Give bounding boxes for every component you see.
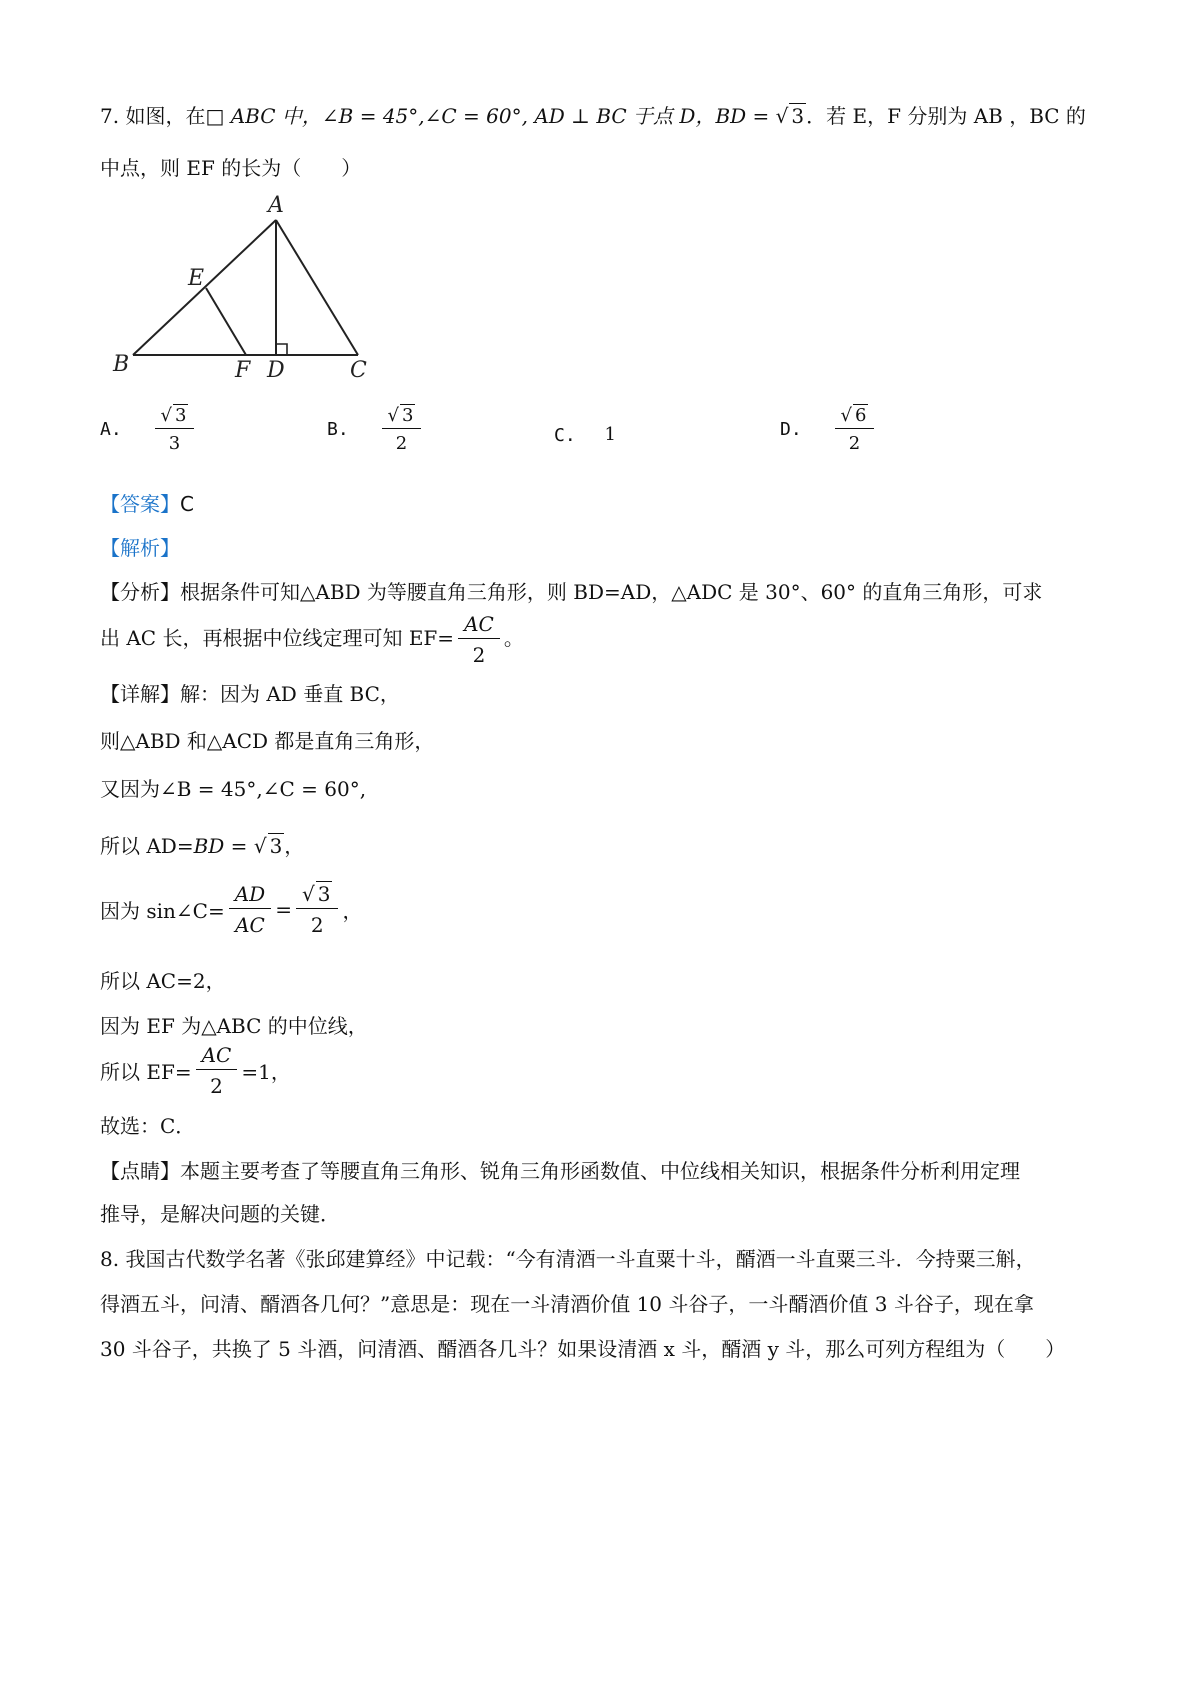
dianjing-line1 [100, 1155, 1020, 1184]
fraction-denominator: 2 [395, 433, 408, 454]
detail-line9: 故选：C． [100, 1114, 196, 1138]
detail-text: BD = [193, 834, 254, 858]
detail-text: 所以 EF= [100, 1060, 192, 1084]
sqrt-radicand: 3 [269, 834, 283, 858]
fraction-numerator: AC [458, 612, 500, 639]
label-b: B [113, 352, 130, 377]
detail-line1 [100, 678, 400, 707]
fraction [296, 882, 338, 937]
fenxi-line1 [100, 576, 1042, 605]
sqrt-expression: √ 3 [253, 834, 283, 858]
detail-text: 解：因为 AD 垂直 BC， [180, 682, 400, 706]
triangle-figure [113, 193, 398, 390]
detail-text: ， [342, 899, 363, 923]
detail-line6: 所以 AC=2， [100, 969, 226, 993]
label-c: C [350, 358, 367, 383]
fraction [835, 405, 875, 454]
option-b [327, 405, 425, 454]
detail-line5 [100, 882, 362, 937]
option-value: 1 [604, 424, 616, 445]
q7-stem-line1 [100, 100, 1086, 129]
sqrt-radicand: 3 [791, 104, 805, 128]
detail-text: =1， [241, 1060, 291, 1084]
segment-ef [206, 288, 246, 355]
answer-value: C [180, 492, 194, 516]
label-f: F [235, 358, 251, 383]
q7-stem-bd: BD = [715, 104, 776, 128]
fraction-denominator: 3 [168, 433, 181, 454]
fraction [155, 405, 195, 454]
option-a [100, 405, 198, 454]
detail-line4 [100, 830, 304, 859]
fenxi-text: 出 AC 长，再根据中位线定理可知 EF= [100, 626, 455, 650]
option-c [554, 424, 616, 446]
label-a: A [268, 193, 284, 218]
equals-sign: = [275, 897, 292, 922]
option-label: C. [554, 424, 576, 446]
label-d: D [267, 358, 285, 383]
q8-line3: 30 斗谷子，共换了 5 斗酒，问清酒、醑酒各几斗？如果设清酒 x 斗，醑酒 y 斗，那么可列方程组为（ ） [100, 1337, 1066, 1361]
sqrt-radicand: 6 [855, 405, 867, 426]
fraction-denominator: 2 [472, 643, 486, 667]
option-label: D. [780, 419, 802, 440]
fraction [196, 1043, 238, 1098]
option-d [780, 405, 878, 454]
q7-stem-text-a: 7. 如图，在 [100, 104, 206, 128]
detail-text: ， [284, 834, 305, 858]
fraction-denominator: 2 [210, 1074, 223, 1098]
fraction [458, 612, 500, 667]
segment-ac [276, 220, 358, 355]
answer-line [100, 488, 194, 517]
fraction-numerator: √ 6 [835, 405, 875, 429]
detail-line2: 则△ABD 和△ACD 都是直角三角形， [100, 729, 435, 753]
fraction [382, 405, 422, 454]
fraction-numerator: √ 3 [382, 405, 422, 429]
fraction-numerator: AC [196, 1043, 238, 1070]
missing-glyph-box: □ [205, 104, 225, 128]
detail-line8 [100, 1043, 291, 1098]
q8-line1: 8. 我国古代数学名著《张邱建算经》中记载：“今有清酒一斗直粟十斗，醑酒一斗直粟三斗．今持粟三斛， [100, 1247, 1036, 1271]
fenxi-text: 根据条件可知△ABD 为等腰直角三角形，则 BD=AD，△ADC 是 30°、60° 的直角三角形，可求 [180, 580, 1043, 604]
fraction-denominator: 2 [310, 913, 324, 937]
fenxi-tag: 【分析】 [100, 580, 180, 604]
fraction-denominator: 2 [848, 433, 861, 454]
option-label: A. [100, 419, 122, 440]
sqrt-radicand: 3 [175, 405, 187, 426]
segment-ab [133, 220, 276, 355]
sqrt-expression: √ 3 [775, 104, 805, 128]
fraction-numerator: √ 3 [296, 882, 338, 909]
fenxi-line2 [100, 612, 524, 667]
detail-line7: 因为 EF 为△ABC 的中位线， [100, 1014, 368, 1038]
option-label: B. [327, 419, 349, 440]
analysis-tag: 【解析】 [100, 536, 180, 560]
q7-stem-line2: 中点，则 EF 的长为（ ） [100, 156, 362, 180]
dianjing-tag: 【点睛】 [100, 1159, 180, 1183]
q7-stem-text-d: ．若 E，F 分别为 AB ，BC 的 [806, 104, 1086, 128]
q8-line2: 得酒五斗，问清、醑酒各几何？”意思是：现在一斗清酒价值 10 斗谷子，一斗醑酒价值 3 斗谷子，现在拿 [100, 1292, 1034, 1316]
detail-text: 所以 AD= [100, 834, 194, 858]
detail-tag: 【详解】 [100, 682, 180, 706]
right-angle-mark [276, 344, 287, 355]
detail-line3: 又因为∠B = 45°,∠C = 60°, [100, 777, 367, 801]
fraction-denominator: AC [235, 913, 265, 937]
fraction [229, 882, 271, 937]
label-e: E [188, 266, 205, 291]
answer-tag: 【答案】 [100, 492, 180, 516]
dianjing-line2: 推导，是解决问题的关键． [100, 1202, 340, 1226]
sqrt-radicand: 3 [402, 405, 414, 426]
q7-stem-text-b: ABC 中，∠B = 45°,∠C = 60°, AD ⊥ BC 于点 D， [224, 104, 716, 128]
fraction-numerator: √ 3 [155, 405, 195, 429]
dianjing-text: 本题主要考查了等腰直角三角形、锐角三角形函数值、中位线相关知识，根据条件分析利用定理 [180, 1159, 1020, 1183]
sqrt-radicand: 3 [317, 882, 331, 906]
fenxi-text: 。 [503, 626, 524, 650]
fraction-numerator: AD [229, 882, 271, 909]
detail-text: 因为 sin∠C= [100, 899, 225, 923]
